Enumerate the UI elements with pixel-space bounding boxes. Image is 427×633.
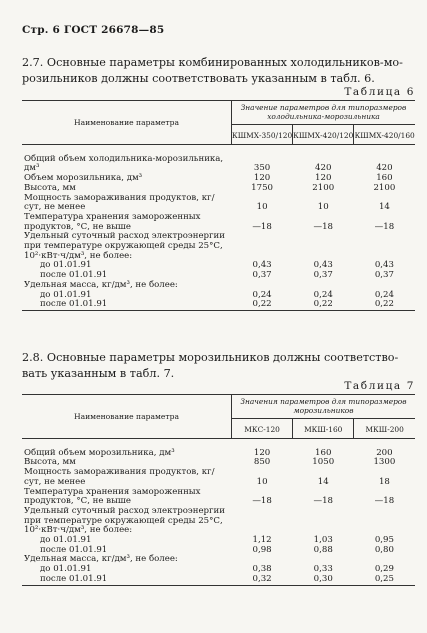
column-header: МКШ-160 bbox=[293, 419, 354, 439]
value-cell: 2100 bbox=[373, 182, 396, 193]
table-row bbox=[22, 488, 415, 507]
group-column-header: Значение параметров для типоразмеров холодильника-морозильника bbox=[232, 101, 416, 125]
name-column-header: Наименование параметра bbox=[22, 101, 232, 145]
value-cell bbox=[354, 507, 415, 536]
table-row bbox=[22, 507, 415, 536]
value-cell: 120 bbox=[253, 173, 271, 184]
value-cell: 0,98 bbox=[252, 544, 272, 555]
value-cell bbox=[232, 232, 293, 261]
paragraph-line: 2.8. Основные параметры морозильников должны соответство- bbox=[22, 351, 399, 364]
parameter-name-cell: до 01.01.91 bbox=[40, 289, 92, 300]
value-cell: 0,25 bbox=[354, 575, 415, 585]
parameter-name-cell: Мощность замораживания продуктов, кг/сут, не менее bbox=[24, 192, 215, 213]
value-cell: 0,30 bbox=[293, 575, 354, 585]
value-cell: 14 bbox=[378, 202, 390, 213]
column-header: МКШ-200 bbox=[354, 419, 415, 439]
value-cell bbox=[293, 232, 354, 261]
paragraph-2-8 bbox=[22, 350, 410, 382]
parameter-name-cell: Удельный суточный расход электроэнергии при температуре окружающей среды 25°С, 10²·кВт·ч/дм³, не более: bbox=[24, 505, 225, 536]
value-cell: 160 bbox=[376, 173, 393, 184]
parameter-name-cell: Температура хранения замороженных продуктов, °С, не выше bbox=[24, 486, 201, 507]
parameter-name-cell: до 01.01.91 bbox=[40, 564, 92, 575]
parameter-name-cell: до 01.01.91 bbox=[40, 260, 92, 271]
table-row bbox=[22, 300, 415, 310]
value-cell: 0,24 bbox=[313, 289, 333, 300]
table-6-label: Таблица 6 bbox=[344, 86, 415, 98]
table-row bbox=[22, 438, 415, 458]
value-cell: 0,95 bbox=[374, 535, 394, 546]
value-cell: 2100 bbox=[312, 182, 335, 193]
value-cell: 160 bbox=[315, 447, 332, 458]
value-cell: 0,22 bbox=[354, 300, 415, 310]
column-header: КШМХ-350/120 bbox=[232, 125, 293, 145]
parameter-name-cell: после 01.01.91 bbox=[22, 300, 232, 310]
table-7 bbox=[22, 394, 415, 586]
parameter-name-cell: до 01.01.91 bbox=[40, 535, 92, 546]
value-cell: 10 bbox=[317, 202, 329, 213]
value-cell: 200 bbox=[376, 447, 393, 458]
parameter-name-cell: Удельный суточный расход электроэнергии при температуре окружающей среды 25°С, 10²·кВт·ч/дм³, не более: bbox=[24, 231, 225, 261]
value-cell: 0,29 bbox=[374, 564, 394, 575]
value-cell: 1050 bbox=[312, 457, 335, 468]
value-cell: 420 bbox=[315, 163, 332, 174]
value-cell: —18 bbox=[374, 221, 395, 232]
value-cell: 0,22 bbox=[293, 300, 354, 310]
value-cell: —18 bbox=[252, 221, 272, 232]
table-row bbox=[22, 468, 415, 487]
page-header: Стр. 6 ГОСТ 26678—85 bbox=[22, 24, 165, 36]
parameter-name-cell: Мощность замораживания продуктов, кг/сут, не менее bbox=[24, 467, 215, 487]
name-column-header: Наименование параметра bbox=[22, 395, 232, 439]
value-cell: —18 bbox=[313, 221, 333, 232]
parameter-name-cell: Общий объем морозильника, дм³ bbox=[24, 447, 175, 458]
value-cell: 0,38 bbox=[252, 564, 272, 575]
parameter-name-cell: Температура хранения замороженных продуктов, °С, не выше bbox=[24, 211, 201, 232]
paragraph-line: 2.7. Основные параметры комбинированных холодильников-мо- bbox=[22, 56, 403, 69]
table-row bbox=[22, 194, 415, 213]
value-cell: 350 bbox=[253, 163, 271, 174]
value-cell: 0,43 bbox=[374, 260, 394, 271]
paragraph-2-7 bbox=[22, 55, 410, 87]
value-cell: 0,22 bbox=[232, 300, 293, 310]
value-cell: 0,33 bbox=[313, 564, 333, 575]
table-row bbox=[22, 232, 415, 261]
parameter-name-cell: после 01.01.91 bbox=[40, 544, 108, 555]
value-cell: 10 bbox=[256, 202, 268, 213]
value-cell bbox=[232, 507, 293, 536]
value-cell: 0,43 bbox=[252, 260, 272, 271]
parameter-name-cell: Общий объем холодильника-морозильника, дм³ bbox=[24, 153, 224, 174]
parameter-name-cell: Удельная масса, кг/дм³, не более: bbox=[24, 554, 178, 565]
value-cell: 14 bbox=[317, 476, 329, 487]
value-cell: 0,24 bbox=[252, 289, 272, 300]
value-cell: 0,37 bbox=[374, 270, 394, 281]
value-cell: 18 bbox=[378, 476, 390, 487]
parameter-name-cell: после 01.01.91 bbox=[22, 575, 232, 585]
value-cell: 1300 bbox=[373, 457, 396, 468]
parameter-name-cell: Удельная масса, кг/дм³, не более: bbox=[24, 279, 178, 290]
value-cell: 420 bbox=[376, 163, 393, 174]
paragraph-line: вать указанным в табл. 7. bbox=[22, 367, 175, 380]
value-cell: —18 bbox=[252, 496, 272, 507]
table-row bbox=[22, 575, 415, 585]
value-cell: —18 bbox=[374, 496, 395, 507]
value-cell: 0,80 bbox=[374, 544, 394, 555]
value-cell: 850 bbox=[253, 457, 271, 468]
table-row bbox=[22, 144, 415, 174]
column-header: КШМХ-420/120 bbox=[293, 125, 354, 145]
value-cell: 0,88 bbox=[313, 544, 333, 555]
value-cell: 10 bbox=[256, 476, 268, 487]
value-cell: 1750 bbox=[251, 182, 274, 193]
group-column-header: Значения параметров для типоразмеров морозильников bbox=[232, 395, 416, 419]
value-cell: 120 bbox=[253, 447, 271, 458]
column-header: КШМХ-420/160 bbox=[354, 125, 415, 145]
value-cell: 1,03 bbox=[313, 535, 333, 546]
paragraph-line: розильников должны соответствовать указанным в табл. 6. bbox=[22, 72, 375, 85]
value-cell bbox=[354, 232, 415, 261]
table-row bbox=[22, 213, 415, 232]
parameter-name-cell: Высота, мм bbox=[24, 457, 76, 468]
value-cell: 120 bbox=[315, 173, 332, 184]
value-cell: 0,43 bbox=[313, 260, 333, 271]
value-cell: —18 bbox=[313, 496, 333, 507]
value-cell: 0,24 bbox=[374, 289, 394, 300]
value-cell: 0,32 bbox=[232, 575, 293, 585]
parameter-name-cell: после 01.01.91 bbox=[40, 270, 108, 281]
column-header: МКС-120 bbox=[232, 419, 293, 439]
table-7-label: Таблица 7 bbox=[344, 380, 415, 392]
parameter-name-cell: Высота, мм bbox=[24, 182, 76, 193]
table-row bbox=[22, 174, 415, 184]
value-cell: 1,12 bbox=[252, 535, 272, 546]
value-cell: 0,37 bbox=[252, 270, 272, 281]
table-6 bbox=[22, 100, 415, 311]
parameter-name-cell: Объем морозильника, дм³ bbox=[24, 173, 143, 184]
value-cell: 0,37 bbox=[313, 270, 333, 281]
value-cell bbox=[293, 507, 354, 536]
